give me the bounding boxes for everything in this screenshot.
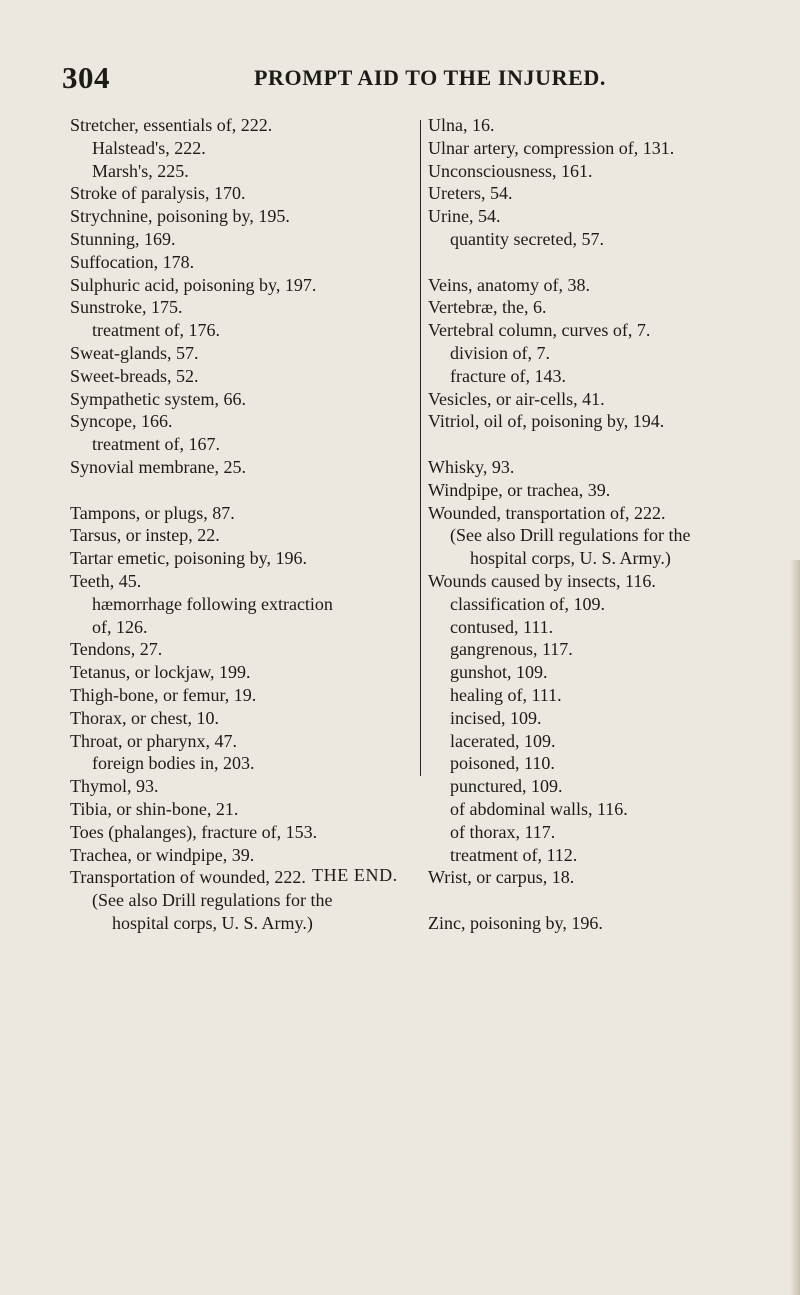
index-entry: Tendons, 27. bbox=[70, 639, 163, 660]
index-entry: Thymol, 93. bbox=[70, 776, 159, 797]
index-entry: Vesicles, or air-cells, 41. bbox=[428, 388, 605, 409]
index-entry: Whisky, 93. bbox=[428, 456, 515, 477]
index-subentry: healing of, 111. bbox=[450, 684, 562, 705]
index-subentry: treatment of, 176. bbox=[92, 320, 220, 341]
index-entry: Zinc, poisoning by, 196. bbox=[428, 912, 603, 933]
index-subentry: poisoned, 110. bbox=[450, 753, 555, 774]
index-entry: Strychnine, poisoning by, 195. bbox=[70, 206, 290, 227]
index-subentry: gunshot, 109. bbox=[450, 662, 548, 683]
index-subentry: hospital corps, U. S. Army.) bbox=[112, 912, 313, 933]
page-edge-shadow bbox=[790, 560, 800, 1295]
index-subentry: foreign bodies in, 203. bbox=[92, 753, 255, 774]
index-entry: Thorax, or chest, 10. bbox=[70, 707, 219, 728]
index-entry: Wounded, transportation of, 222. bbox=[428, 502, 666, 523]
index-subentry: fracture of, 143. bbox=[450, 365, 566, 386]
index-entry: Windpipe, or trachea, 39. bbox=[428, 479, 611, 500]
index-column-left bbox=[70, 114, 415, 935]
index-subentry: punctured, 109. bbox=[450, 776, 563, 797]
index-entry: Vitriol, oil of, poisoning by, 194. bbox=[428, 411, 665, 432]
index-subentry: contused, 111. bbox=[450, 616, 554, 637]
index-entry: Suffocation, 178. bbox=[70, 251, 195, 272]
index-entry: Stroke of paralysis, 170. bbox=[70, 183, 246, 204]
index-subentry: of abdominal walls, 116. bbox=[450, 798, 628, 819]
index-entry: Tetanus, or lockjaw, 199. bbox=[70, 662, 251, 683]
index-entry: Tibia, or shin-bone, 21. bbox=[70, 798, 239, 819]
index-entry: Sunstroke, 175. bbox=[70, 297, 183, 318]
index-entry: Syncope, 166. bbox=[70, 411, 173, 432]
index-subentry: incised, 109. bbox=[450, 707, 542, 728]
index-entry: Urine, 54. bbox=[428, 206, 501, 227]
index-subentry: lacerated, 109. bbox=[450, 730, 556, 751]
index-subentry: hospital corps, U. S. Army.) bbox=[470, 548, 671, 569]
index-entry: Vertebral column, curves of, 7. bbox=[428, 320, 651, 341]
index-entry: Ulnar artery, compression of, 131. bbox=[428, 137, 675, 158]
index-entry: Vertebræ, the, 6. bbox=[428, 297, 547, 318]
index-entry: Stretcher, essentials of, 222. bbox=[70, 115, 273, 135]
index-entry: Tampons, or plugs, 87. bbox=[70, 502, 235, 523]
column-divider bbox=[420, 120, 421, 776]
index-subentry: hæmorrhage following extraction bbox=[92, 593, 333, 614]
index-entry: Tartar emetic, poisoning by, 196. bbox=[70, 548, 308, 569]
running-title: PROMPT AID TO THE INJURED. bbox=[254, 65, 606, 90]
page-header bbox=[62, 60, 762, 96]
index-subentry: of thorax, 117. bbox=[450, 821, 556, 842]
index-entry: Veins, anatomy of, 38. bbox=[428, 274, 590, 295]
index-entry: Trachea, or windpipe, 39. bbox=[70, 844, 255, 865]
index-entry: Thigh-bone, or femur, 19. bbox=[70, 684, 257, 705]
index-entry: Sweet-breads, 52. bbox=[70, 365, 199, 386]
index-subentry: gangrenous, 117. bbox=[450, 639, 573, 660]
index-subentry: division of, 7. bbox=[450, 342, 551, 363]
index-subentry: (See also Drill regulations for the bbox=[92, 890, 333, 911]
index-entry: Ureters, 54. bbox=[428, 183, 513, 204]
index-entry: Synovial membrane, 25. bbox=[70, 456, 246, 477]
index-entry: Throat, or pharynx, 47. bbox=[70, 730, 237, 751]
index-subentry: quantity secreted, 57. bbox=[450, 228, 604, 249]
index-subentry: treatment of, 167. bbox=[92, 434, 220, 455]
index-column-right bbox=[428, 114, 773, 935]
index-entry: Ulna, 16. bbox=[428, 115, 495, 135]
index-entry: Wounds caused by insects, 116. bbox=[428, 570, 656, 591]
the-end-text: THE END. bbox=[312, 865, 398, 885]
index-subentry: Marsh's, 225. bbox=[92, 160, 189, 181]
index-subentry: of, 126. bbox=[92, 616, 148, 637]
index-subentry: treatment of, 112. bbox=[450, 844, 578, 865]
page-number: 304 bbox=[62, 60, 110, 95]
index-subentry: Halstead's, 222. bbox=[92, 137, 206, 158]
index-entry: Teeth, 45. bbox=[70, 570, 142, 591]
index-entry: Sweat-glands, 57. bbox=[70, 342, 199, 363]
index-entry: Toes (phalanges), fracture of, 153. bbox=[70, 821, 318, 842]
index-entry: Tarsus, or instep, 22. bbox=[70, 525, 220, 546]
index-subentry: classification of, 109. bbox=[450, 593, 605, 614]
index-entry: Sulphuric acid, poisoning by, 197. bbox=[70, 274, 317, 295]
index-entry: Transportation of wounded, 222. bbox=[70, 867, 306, 888]
index-entry: Wrist, or carpus, 18. bbox=[428, 867, 575, 888]
index-entry: Sympathetic system, 66. bbox=[70, 388, 246, 409]
index-entry: Unconsciousness, 161. bbox=[428, 160, 593, 181]
index-entry: Stunning, 169. bbox=[70, 228, 176, 249]
index-subentry: (See also Drill regulations for the bbox=[450, 525, 691, 546]
